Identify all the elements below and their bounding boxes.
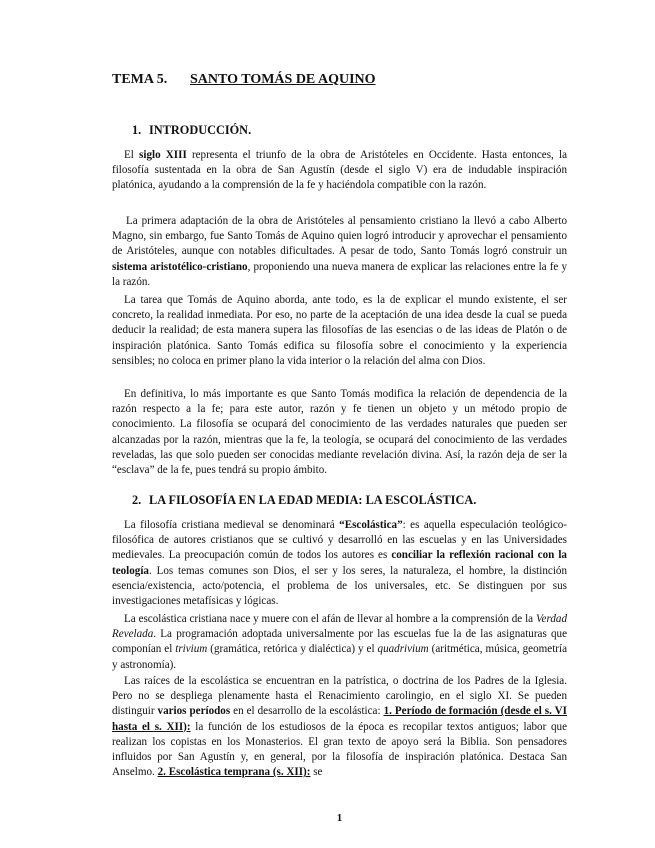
paragraph-2: [112, 214, 567, 290]
text-run: La filosofía cristiana medieval se denominará: [124, 519, 340, 531]
section-heading-2: [132, 493, 476, 508]
text-run: se: [310, 766, 323, 779]
text-run-bold-underline: 2. Escolástica temprana (s. XII):: [157, 766, 311, 779]
paragraph-6: [112, 612, 567, 673]
text-run-bold: “Escolástica”: [339, 519, 403, 531]
text-run: Las raíces de la escolástica se encuentran en la patrística, o doctrina de los Padres de la Iglesia. Pero no se despliega plenamente hasta el Renacimiento carolingio, en el siglo XI. Se pueden distinguir: [112, 675, 567, 718]
section-number: 1.: [132, 123, 142, 137]
document-title: [112, 72, 376, 88]
text-run-italic: trivium: [175, 643, 208, 656]
text-run: (gramática, retórica y dialéctica) y el: [207, 643, 378, 656]
text-run: . La programación adoptada universalmente por las escuelas fue la de las asignaturas que componían el: [112, 628, 567, 656]
text-run: : es aquella especulación teológico-filosófica de autores cristianos que se cultivó y desarrolló en las escuelas y en las Universidades medievales. La preocupación común de todos los autores es: [112, 519, 567, 562]
text-run: El: [124, 149, 140, 161]
text-run: , proponiendo una nueva manera de explicar las relaciones entre la fe y la razón.: [112, 260, 567, 288]
page-number: 1: [336, 812, 343, 824]
text-run: . Los temas comunes son Dios, el ser y los seres, la naturaleza, el hombre, la distinción esencia/existencia, acto/potencia, el problema de los universales, etc. Se distinguen por sus investigaciones metafísicas y lógicas.: [112, 564, 567, 608]
paragraph-5: [112, 518, 567, 609]
text-run: La escolástica cristiana nace y muere con el afán de llevar al hombre a la comprensión de la: [124, 613, 536, 625]
text-run: en el desarrollo de la escolástica:: [230, 705, 384, 718]
text-run-bold-underline: 1. Período de formación (desde el s. VI hasta el s. XII):: [112, 705, 567, 733]
paragraph-7: [112, 674, 567, 780]
text-run: (aritmética, música, geometría y astronomía).: [112, 643, 567, 671]
text-run-bold: conciliar la reflexión racional con la teología: [112, 549, 567, 577]
paragraph-4: En definitiva, lo más importante es que Santo Tomás modifica la relación de dependencia de la razón respecto a la fe; para este autor, razón y fe tienen un objeto y un método propio de conocimiento. La filosofía se ocupará del conocimiento de las verdades naturales que pueden ser alcanzadas por la razón, mientras que la fe, la teología, se ocupará del conocimiento de las verdades reveladas, las que solo pueden ser conocidas mediante revelación divina. Así, la razón deja de ser la “esclava” de la fe, pues tendrá su propio ámbito.: [112, 388, 567, 477]
text-run: la función de los estudiosos de la época es recopilar textos antiguos; labor que realizan los copistas en los Monasterios. El gran texto de apoyo será la Biblia. Son pensadores influidos por San Agustín y, en general, por la filosofía de inspiración platónica. Destaca San Anselmo.: [112, 720, 568, 779]
title-name: SANTO TOMÁS DE AQUINO: [190, 72, 376, 87]
text-run-bold: sistema aristotélico-cristiano: [112, 260, 248, 273]
section-number: 2.: [132, 493, 142, 507]
text-run-bold: siglo XIII: [139, 149, 187, 161]
text-run: La primera adaptación de la obra de Aristóteles al pensamiento cristiano la llevó a cabo Alberto Magno, sin embargo, fue Santo Tomás de Aquino quien logró introducir y aprovechar el pensamiento de Aristóteles, aunque con notables dificultades. A pesar de todo, Santo Tomás logró construir un: [112, 215, 567, 258]
section-heading-1: [132, 123, 251, 138]
text-run-bold: varios períodos: [157, 705, 231, 718]
paragraph-3: La tarea que Tomás de Aquino aborda, ante todo, es la de explicar el mundo existente, el ser concreto, la realidad inmediata. Por eso, no parte de la aceptación de una idea desde la cual se pueda deducir la realidad; de esta manera supera las filosofías de las esencias o de las ideas de Platón o de inspiración platónica. Santo Tomás edifica su filosofía sobre el conocimiento y la experiencia sensibles; no coloca en primer plano la vida interior o la relación del alma con Dios.: [112, 294, 567, 367]
text-run: representa el triunfo de la obra de Aristóteles en Occidente. Hasta entonces, la filosofía sustentada en la obra de San Agustín (desde el siglo V) era de indudable inspiración platónica, ayudando a la comprensión de la fe y haciéndola compatible con la razón.: [112, 149, 567, 192]
section-title: LA FILOSOFÍA EN LA EDAD MEDIA: LA ESCOLÁSTICA.: [149, 493, 477, 507]
title-number: TEMA 5.: [112, 72, 168, 87]
section-title: INTRODUCCIÓN.: [149, 123, 252, 137]
paragraph-1: [112, 148, 567, 194]
text-run-italic: Verdad Revelada: [112, 613, 567, 641]
text-run-italic: quadrivium: [377, 643, 429, 656]
